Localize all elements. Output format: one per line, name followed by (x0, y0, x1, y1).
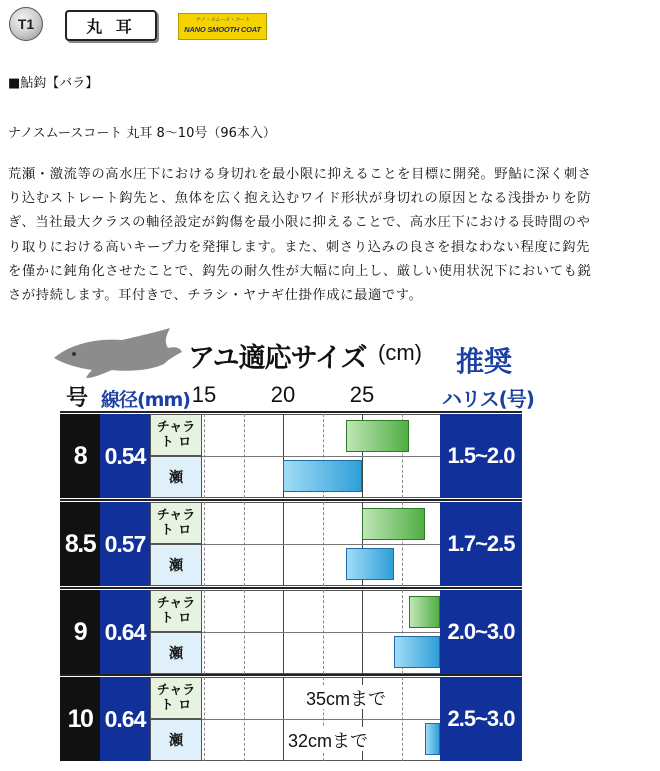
wire-diameter: 0.64 (100, 590, 150, 674)
chara-toro-size-bar (362, 508, 425, 540)
row-divider (60, 499, 522, 501)
t1-badge: T1 (9, 7, 43, 41)
chara-toro-size-bar (346, 420, 409, 452)
se-size-bar (425, 723, 440, 755)
hook-number: 8.5 (60, 502, 100, 586)
product-line: ナノスムースコート 丸耳 8～10号（96本入） (8, 126, 276, 141)
tick-label-20: 20 (270, 382, 296, 407)
harisu-heading: ハリス(号) (442, 387, 534, 411)
row-divider (60, 587, 522, 589)
description-line: り込むストレート鈎先と、魚体を広く抱え込むワイド形状が身切れの原因となる浅掛かりを防 (8, 191, 592, 207)
hook-number: 8 (60, 414, 100, 498)
recommended-harisu: 1.5~2.0 (440, 414, 522, 498)
ear-type-label: 丸 耳 (65, 10, 157, 41)
row-half-divider (202, 456, 440, 457)
recommend-heading: 推奨 (456, 345, 513, 378)
type-se: 瀬 (150, 632, 202, 674)
nano-smooth-coat-logo (178, 13, 267, 40)
chara-toro-size-bar (409, 596, 440, 628)
wire-diameter: 0.57 (100, 502, 150, 586)
wire-diameter: 0.54 (100, 414, 150, 498)
category-title: ■鮎鈎【バラ】 (8, 76, 99, 91)
recommended-harisu: 1.7~2.5 (440, 502, 522, 586)
type-se: 瀬 (150, 544, 202, 586)
ayu-fish-icon (52, 326, 184, 380)
row-half-divider (202, 544, 440, 545)
description-line: ぎ、当社最大クラスの軸径設定が鈎傷を最小限に抑えることで、高水圧下における長時間のや (8, 215, 591, 231)
type-chara-toro: チャラ ト ロ (150, 677, 202, 719)
description-line: さが持続します。耳付きで、チラシ・ヤナギ仕掛作成に最適です。 (8, 288, 423, 304)
row-divider (60, 674, 522, 676)
tick-label-25: 25 (349, 382, 375, 407)
wire-diameter: 0.64 (100, 677, 150, 761)
chart-title: アユ適応サイズ (188, 343, 367, 374)
description-line: を僅かに鈍角化させたことで、鈎先の耐久性が大幅に向上し、厳しい使用状況下においても鋭 (8, 263, 592, 279)
row-half-divider (202, 632, 440, 633)
hook-number: 9 (60, 590, 100, 674)
description-line: 荒瀬・激流等の高水圧下における身切れを最小限に抑えることを目標に開発。野鮎に深く刺さ (8, 167, 592, 182)
tick-label-15: 15 (191, 382, 217, 407)
max-size-note-se: 32cmまで (286, 727, 380, 751)
type-se: 瀬 (150, 456, 202, 498)
row-divider (60, 411, 522, 413)
diameter-heading: 線径(mm) (101, 389, 190, 411)
row-half-divider (202, 719, 440, 720)
type-se: 瀬 (150, 719, 202, 761)
description (8, 163, 656, 308)
se-size-bar (346, 548, 393, 580)
hook-number: 10 (60, 677, 100, 761)
coat-logo-kana: ナノ・スムース・コート (195, 17, 250, 23)
max-size-note-chara: 35cmまで (304, 685, 392, 709)
number-heading: 号 (66, 386, 89, 411)
recommended-harisu: 2.5~3.0 (440, 677, 522, 761)
se-size-bar (394, 636, 440, 668)
description-line: り取りにおける高いキープ力を発揮します。また、刺さり込みの良さを損なわない程度に鈎先 (8, 239, 590, 255)
recommended-harisu: 2.0~3.0 (440, 590, 522, 674)
type-chara-toro: チャラ ト ロ (150, 502, 202, 544)
type-chara-toro: チャラ ト ロ (150, 590, 202, 632)
chart-title-unit: (cm) (378, 340, 422, 365)
type-chara-toro: チャラ ト ロ (150, 414, 202, 456)
se-size-bar (283, 460, 362, 492)
coat-logo-text: NANO SMOOTH COAT (184, 25, 261, 34)
